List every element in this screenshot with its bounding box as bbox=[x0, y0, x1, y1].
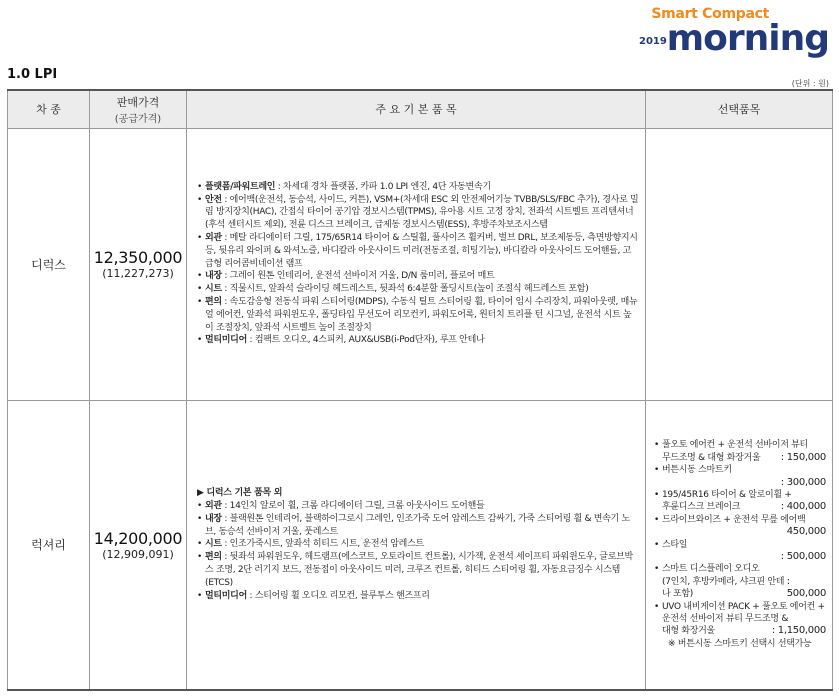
spec-key: 내장 bbox=[205, 513, 222, 524]
option-line bbox=[662, 563, 826, 575]
option-line bbox=[662, 613, 826, 625]
option-line bbox=[662, 439, 826, 451]
spec-key: 안전 bbox=[205, 194, 222, 205]
spec-value: : 뒷좌석 파워윈도우, 헤드램프(에스코트, 오토라이트 컨트롤), 시가잭, 운전석 세이프티 파워윈도우, 글로브박스 조명, 2단 러기지 보드, 전동접이 아웃사이드 미러, 크루즈 컨트롤, 히티드 스티어링 휠, 자동요금징수 시스템(ETCS) bbox=[205, 552, 633, 588]
header-trim: 차 종 bbox=[8, 90, 90, 128]
sale-price: 14,200,000 bbox=[93, 528, 183, 548]
spec-list bbox=[197, 487, 639, 602]
spec-item bbox=[197, 283, 639, 296]
spec-item bbox=[197, 500, 639, 513]
spec-key: 시트 bbox=[205, 284, 222, 295]
spec-key: 편의 bbox=[205, 296, 222, 307]
spec-item bbox=[197, 232, 639, 270]
spec-value: : 차세대 경차 플랫폼, 카파 1.0 LPI 엔진, 4단 자동변속기 bbox=[275, 181, 491, 192]
spec-item bbox=[197, 194, 639, 232]
spec-value: : 그레이 원톤 인테리어, 운전석 선바이저 거울, D/N 룸미러, 플로어 매트 bbox=[221, 271, 495, 282]
spec-head: ▶ 디럭스 기본 품목 외 bbox=[197, 488, 283, 499]
option-text: 후륜디스크 브레이크 bbox=[662, 502, 741, 513]
spec-list bbox=[197, 181, 639, 347]
spec-key: 멀티미디어 bbox=[205, 335, 247, 346]
option-item bbox=[654, 539, 826, 564]
option-item bbox=[654, 439, 826, 464]
spec-key: 외관 bbox=[205, 500, 222, 511]
spec-value: : 속도감응형 전동식 파워 스티어링(MDPS), 수동식 틸트 스티어링 휠, 타이어 임시 수리장치, 파워아웃렛, 매뉴얼 에어컨, 앞좌석 파워윈도우, 폴딩타입 무선도어 리모컨키, 파워도어록, 원터치 트리플 턴 시그널, 운전석 시트 높이 조절장치, 앞좌석 시트벨트 높이 조절장치 bbox=[205, 296, 638, 333]
header-row bbox=[8, 90, 833, 128]
option-line bbox=[662, 489, 826, 501]
option-item bbox=[654, 601, 826, 638]
section-title: 1.0 LPI bbox=[7, 67, 58, 82]
price-cell bbox=[90, 128, 187, 400]
header-price-sub: (공급가격) bbox=[114, 113, 162, 125]
spec-value: : 14인치 알로이 휠, 크롬 라디에이터 그릴, 크롬 아웃사이드 도어핸들 bbox=[221, 500, 485, 511]
option-line bbox=[662, 501, 826, 513]
supply-price: (11,227,273) bbox=[102, 267, 174, 280]
brand-name: morning bbox=[666, 18, 829, 59]
option-line bbox=[662, 576, 826, 601]
spec-key: 외관 bbox=[205, 233, 222, 243]
option-note: ※ 버튼시동 스마트키 선택시 선택가능 bbox=[668, 638, 812, 649]
option-text: • UVO 내비게이션 PACK + 풀오토 에어컨 + bbox=[662, 601, 825, 612]
spec-item bbox=[197, 513, 639, 539]
table-row bbox=[8, 128, 833, 400]
option-amount: : 500,000 bbox=[780, 550, 826, 562]
spec-value: : 인조가죽시트, 앞좌석 히티드 시트, 운전석 암레스트 bbox=[221, 539, 424, 550]
option-text: • 드라이브와이즈 + 운전석 무릎 에어백 bbox=[662, 514, 806, 525]
option-amount: : 400,000 bbox=[780, 501, 826, 513]
option-line bbox=[662, 539, 826, 551]
option-text: (7인치, 후방카메라, 샤크핀 안테나 포함) bbox=[662, 576, 785, 600]
table-row bbox=[8, 400, 833, 690]
option-text: 대형 화장거울 bbox=[662, 626, 715, 637]
trim-name: 디럭스 bbox=[8, 128, 90, 400]
spec-item bbox=[197, 590, 639, 603]
spec-key: 편의 bbox=[205, 552, 222, 563]
spec-value: : 에어백(운전석, 동승석, 사이드, 커튼), VSM+(차세대 ESC 외 안전제어기능 TVBB/SLS/FBC 추가), 경사로 밀림 방지장치(HAC), 간접식 타이어 공기압 경보시스템(TPMS), 유아용 시트 고정 장치, 전좌석 시트벨트 프리텐셔너(후석 센터시트 제외), 전륜 디스크 브레이크, 급제동 경보시스템(ESS), 후방주차보조시스템 bbox=[205, 194, 639, 231]
option-line bbox=[662, 625, 826, 637]
price-cell bbox=[90, 400, 187, 690]
option-amount: 450,000 bbox=[786, 526, 826, 538]
option-line bbox=[662, 526, 826, 538]
trim-name: 럭셔리 bbox=[8, 400, 90, 690]
spec-value: : 컴팩트 오디오, 4스피커, AUX&USB(i-Pod단자), 루프 안테나 bbox=[246, 335, 485, 346]
header-option: 선택품목 bbox=[646, 90, 833, 128]
price-table bbox=[7, 89, 833, 691]
brand-logo bbox=[599, 6, 829, 60]
spec-item bbox=[197, 334, 639, 347]
spec-value: : 직물시트, 앞좌석 슬라이딩 헤드레스트, 뒷좌석 6:4분할 폴딩시트(높이 조절식 헤드레스트 포함) bbox=[221, 284, 589, 295]
option-text: • 버튼시동 스마트키 bbox=[662, 465, 732, 476]
spec-item bbox=[197, 296, 639, 334]
header-spec: 주 요 기 본 품 목 bbox=[187, 90, 646, 128]
brand-sub: Smart Compact bbox=[651, 6, 769, 22]
option-text: 무드조명 & 대형 화장거울 bbox=[662, 452, 761, 463]
spec-cell bbox=[187, 128, 646, 400]
option-line bbox=[662, 477, 826, 489]
option-line bbox=[662, 514, 826, 526]
option-line bbox=[662, 452, 826, 464]
spec-key: 멀티미디어 bbox=[205, 590, 247, 601]
option-text: • 195/45R16 타이어 & 알로이휠 + bbox=[662, 489, 792, 500]
option-line bbox=[662, 601, 826, 613]
option-amount: : 150,000 bbox=[780, 451, 826, 463]
option-line bbox=[662, 464, 826, 476]
option-cell bbox=[646, 400, 833, 690]
spec-item bbox=[197, 538, 639, 551]
option-amount: : 500,000 bbox=[786, 575, 827, 600]
spec-key: 시트 bbox=[205, 539, 222, 550]
option-item bbox=[654, 563, 826, 600]
option-amount: : 300,000 bbox=[780, 476, 826, 488]
option-item bbox=[654, 514, 826, 539]
spec-key: 플랫폼/파워트레인 bbox=[205, 181, 276, 192]
spec-value: : 스티어링 휠 오디오 리모컨, 블루투스 핸즈프리 bbox=[246, 590, 430, 601]
spec-item bbox=[197, 551, 639, 589]
spec-item bbox=[197, 270, 639, 283]
spec-value: : 블랙원톤 인테리어, 블랙하이그로시 그레인, 인조가죽 도어 암레스트 감싸기, 가죽 스티어링 휠 & 변속기 노브, 동승석 선바이저 거울, 풋레스트 bbox=[205, 513, 630, 537]
spec-item bbox=[197, 181, 639, 194]
option-item bbox=[654, 464, 826, 489]
sale-price: 12,350,000 bbox=[93, 248, 183, 267]
option-item bbox=[654, 489, 826, 514]
spec-value: : 메탈 라디에이터 그릴, 175/65R14 타이어 & 스틸휠, 풀사이즈 휠커버, 벌브 DRL, 보조제동등, 측면방향지시등, 뒷유리 와이퍼 & 와셔노즐, 바디칼라 아웃사이드 미러(전동조절, 히팅기능), 바디칼라 아웃사이드 도어핸들, 고급형 리어콤비네이션 램프 bbox=[205, 233, 638, 269]
option-list bbox=[654, 439, 826, 650]
spec-key: 내장 bbox=[205, 271, 222, 282]
option-text: • 스마트 디스플레이 오디오 bbox=[662, 564, 760, 575]
option-cell bbox=[646, 128, 833, 400]
option-line bbox=[662, 551, 826, 563]
spec-cell bbox=[187, 400, 646, 690]
brand-year: 2019 bbox=[639, 36, 667, 47]
option-text: • 풀오토 에어컨 + 운전석 선바이저 뷰티 bbox=[662, 440, 808, 451]
option-text: • 스타일 bbox=[662, 539, 688, 550]
option-text: 운전석 선바이저 뷰티 무드조명 & bbox=[662, 613, 789, 624]
header-price bbox=[90, 90, 187, 128]
header-price-label: 판매가격 bbox=[116, 95, 160, 109]
supply-price: (12,909,091) bbox=[102, 547, 174, 561]
unit-label: (단위 : 원) bbox=[791, 79, 829, 88]
option-amount: : 1,150,000 bbox=[771, 625, 826, 637]
